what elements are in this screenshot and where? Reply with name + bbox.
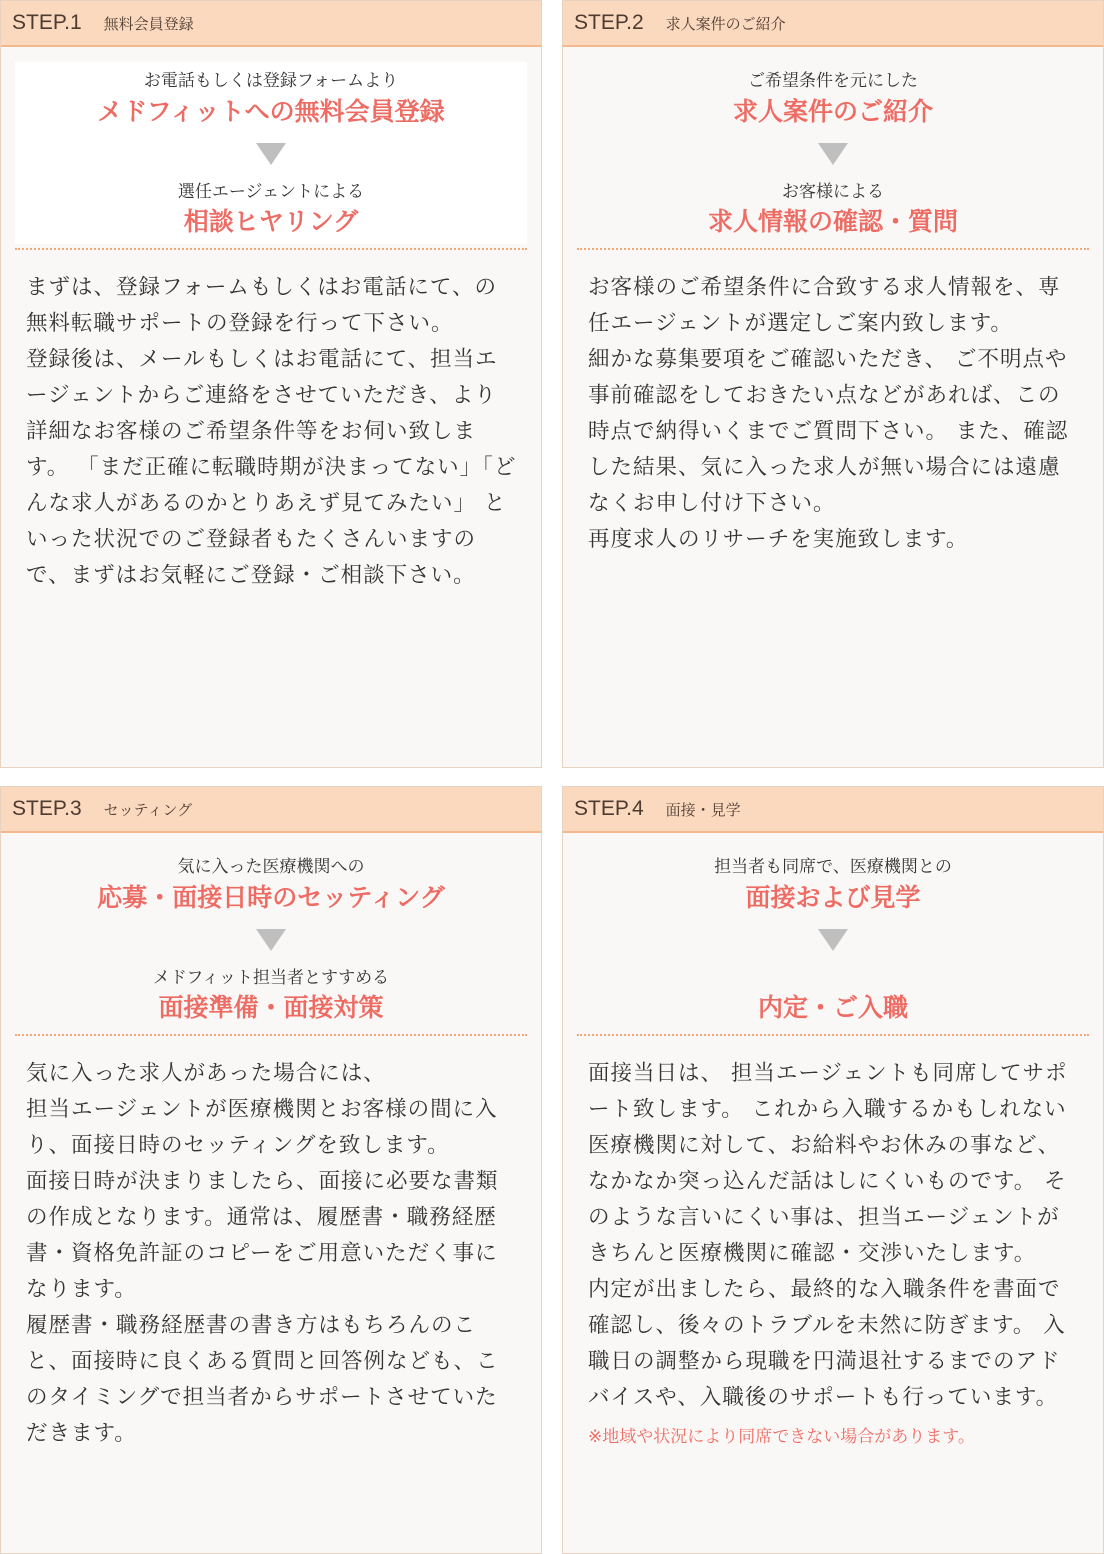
flow-bottom-heading: 面接準備・面接対策 xyxy=(158,993,384,1022)
description-paragraph: 登録後は、メールもしくはお電話にて、担当エージェントからご連絡をさせていただき、より詳細なお客様のご希望条件等をお伺い致します。 「まだ正確に転職時期が決まってない」「どんな求人があるのかとりあえず見てみたい」 といった状況でのご登録者もたくさんいますので、まずはお気軽にご登録・ご相談下さい。 xyxy=(26,347,517,588)
step-number: STEP.2 xyxy=(574,11,644,34)
description-paragraph: 面接日時が決まりましたら、面接に必要な書類の作成となります。通常は、履歴書・職務経歴書・資格免許証のコピーをご用意いただく事になります。 xyxy=(26,1169,499,1302)
step-3-header xyxy=(1,787,541,833)
down-arrow-icon xyxy=(818,929,848,951)
down-arrow-icon xyxy=(256,143,286,165)
flow-top-heading: 面接および見学 xyxy=(745,883,921,912)
flow-bottom-subtitle: 選任エージェントによる xyxy=(177,182,365,202)
step-number: STEP.1 xyxy=(12,11,82,34)
step-2-header xyxy=(563,1,1103,47)
step-description xyxy=(1,250,541,594)
flow-top-subtitle: ご希望条件を元にした xyxy=(748,71,918,91)
step-3-card xyxy=(0,786,542,1554)
step-title: セッティング xyxy=(103,800,193,819)
description-paragraph: 面接当日は、 担当エージェントも同席してサポート致します。 これから入職するかもしれない医療機関に対して、お給料やお休みの事など、なかなか突っ込んだ話はしにくいものです。 そのような言いにくい事は、担当エージェントがきちんと医療機関に確認・交渉いたします。 xyxy=(588,1061,1068,1266)
step-1-header xyxy=(1,1,541,47)
description-paragraph: 履歴書・職務経歴書の書き方はもちろんのこと、面接時に良くある質問と回答例なども、このタイミングで担当者からサポートさせていただきます。 xyxy=(26,1313,499,1446)
description-paragraph: 再度求人のリサーチを実施致します。 xyxy=(588,527,969,552)
down-arrow-icon xyxy=(256,929,286,951)
step-description xyxy=(563,1036,1103,1416)
flow-top-subtitle: お電話もしくは登録フォームより xyxy=(143,71,399,91)
step-title: 面接・見学 xyxy=(665,800,741,819)
step-4-card xyxy=(562,786,1104,1554)
step-title: 無料会員登録 xyxy=(103,14,194,33)
description-paragraph: 気に入った求人があった場合には、 xyxy=(26,1061,386,1086)
description-paragraph: 担当エージェントが医療機関とお客様の間に入り、面接日時のセッティングを致します。 xyxy=(26,1097,498,1158)
description-paragraph: 細かな募集要項をご確認いただき、 ご不明点や事前確認をしておきたい点などがあれば、この時点で納得いくまでご質問下さい。 また、確認した結果、気に入った求人が無い場合には遠慮なくお申し付け下さい。 xyxy=(588,347,1069,516)
step-note: ※地域や状況により同席できない場合があります。 xyxy=(588,1427,975,1447)
flow-top-heading: メドフィットへの無料会員登録 xyxy=(97,97,445,126)
step-number: STEP.4 xyxy=(574,797,644,820)
flow-top-heading: 応募・面接日時のセッティング xyxy=(97,883,445,912)
flow-top-subtitle: 担当者も同席で、医療機関との xyxy=(714,857,952,877)
step-title: 求人案件のご紹介 xyxy=(665,14,786,33)
step-flow-box xyxy=(15,62,527,244)
step-flow-box xyxy=(577,62,1089,244)
flow-bottom-heading: 求人情報の確認・質問 xyxy=(707,207,958,236)
step-description xyxy=(563,250,1103,558)
step-description xyxy=(1,1036,541,1452)
step-1-card xyxy=(0,0,542,768)
flow-top-subtitle: 気に入った医療機関への xyxy=(177,857,365,877)
flow-bottom-heading: 内定・ご入職 xyxy=(757,993,908,1022)
description-paragraph: お客様のご希望条件に合致する求人情報を、専任エージェントが選定しご案内致します。 xyxy=(588,275,1061,336)
down-arrow-icon xyxy=(818,143,848,165)
step-4-header xyxy=(563,787,1103,833)
flow-top-heading: 求人案件のご紹介 xyxy=(732,97,933,126)
description-paragraph: 内定が出ましたら、最終的な入職条件を書面で確認し、後々のトラブルを未然に防ぎます。 入職日の調整から現職を円満退社するまでのアドバイスや、入職後のサポートも行っています。 xyxy=(588,1277,1066,1410)
description-paragraph: まずは、登録フォームもしくはお電話にて、の無料転職サポートの登録を行って下さい。 xyxy=(26,275,497,336)
flow-bottom-subtitle: お客様による xyxy=(782,182,884,202)
flow-bottom-subtitle: メドフィット担当者とすすめる xyxy=(152,968,390,988)
step-number: STEP.3 xyxy=(12,797,82,820)
step-2-card xyxy=(562,0,1104,768)
step-flow-box xyxy=(577,848,1089,1030)
flow-bottom-heading: 相談ヒヤリング xyxy=(183,207,359,236)
step-flow-box xyxy=(15,848,527,1030)
